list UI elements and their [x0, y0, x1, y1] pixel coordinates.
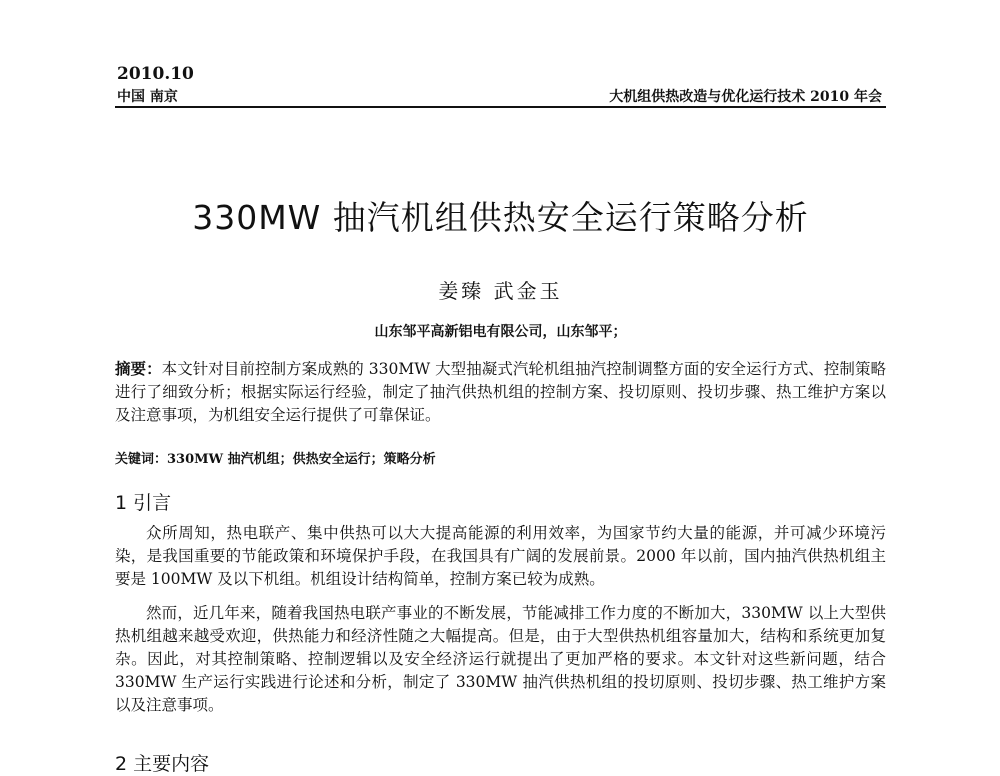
keywords-label: 关键词：	[115, 452, 168, 467]
section-heading-main-content: 2 主要内容	[115, 753, 210, 775]
paper-title: 330MW 抽汽机组供热安全运行策略分析	[192, 198, 809, 237]
body-paragraph: 然而，近几年来，随着我国热电联产事业的不断发展，节能减排工作力度的不断加大，330MW 以上大型供热机组越来越受欢迎，供热能力和经济性随之大幅提高。但是，由于大型供热机组容量加大，结构和系统更加复杂。因此，对其控制策略、控制逻辑以及安全经济运行就提出了更加严格的要求。本文针对这些新问题，结合 330MW 生产运行实践进行论述和分析，制定了 330MW 抽汽供热机组的投切原则、投切步骤、热工维护方案以及注意事项。	[115, 604, 886, 714]
authors: 姜臻 武金玉	[438, 279, 563, 303]
header-conference: 大机组供热改造与优化运行技术 2010 年会	[609, 89, 882, 105]
abstract	[115, 357, 886, 427]
abstract-label: 摘要：	[115, 359, 162, 378]
header-rule	[115, 106, 886, 108]
header-date: 2010.10	[117, 64, 194, 84]
header-location: 中国 南京	[117, 89, 178, 105]
keywords	[115, 448, 886, 467]
keywords-text: 330MW 抽汽机组；供热安全运行；策略分析	[167, 452, 436, 467]
section-heading-introduction: 1 引言	[115, 492, 172, 514]
abstract-text: 本文针对目前控制方案成熟的 330MW 大型抽凝式汽轮机组抽汽控制调整方面的安全运行方式、控制策略进行了细致分析；根据实际运行经验，制定了抽汽供热机组的控制方案、投切原则、投切步骤、热工维护方案以及注意事项，为机组安全运行提供了可靠保证。	[115, 360, 886, 424]
body-paragraph: 众所周知，热电联产、集中供热可以大大提高能源的利用效率，为国家节约大量的能源，并可减少环境污染，是我国重要的节能政策和环境保护手段，在我国具有广阔的发展前景。2000 年以前，国内抽汽供热机组主要是 100MW 及以下机组。机组设计结构简单，控制方案已较为成熟。	[115, 524, 886, 588]
affiliation: 山东邹平高新铝电有限公司，山东邹平；	[374, 324, 627, 340]
